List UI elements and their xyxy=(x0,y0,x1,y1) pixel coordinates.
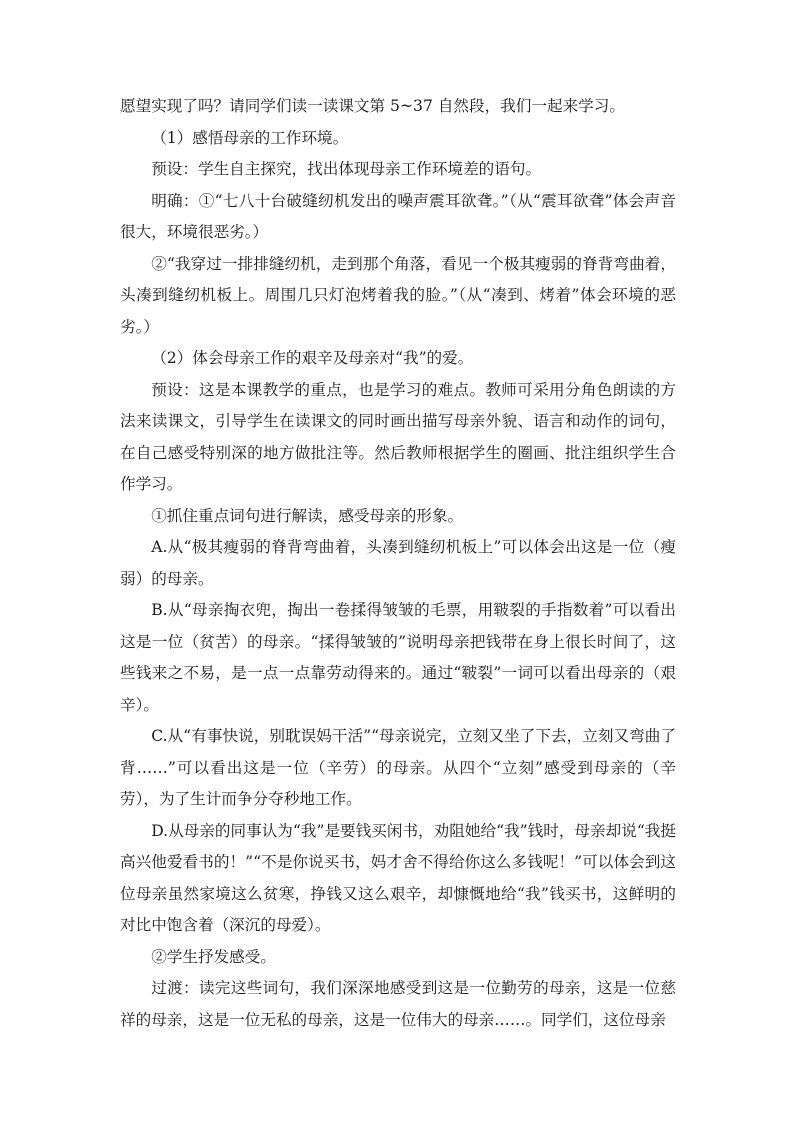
paragraph-point-a: A.从“极其瘦弱的脊背弯曲着，头凑到缝纫机板上”可以体会出这是一位（瘦弱）的母亲。 xyxy=(120,538,676,588)
paragraph-point-d: D.从母亲的同事认为“我”是要钱买闲书，劝阻她给“我”钱时，母亲却说“我挺高兴他爱看书的！”“不是你说买书，妈才舍不得给你这么多钱呢！”可以体会到这位母亲虽然家境这么贫寒，挣钱又这么艰辛，却慷慨地给“我”钱买书，这鲜明的对比中饱含着（深沉的母爱）。 xyxy=(120,821,676,934)
paragraph-section-1-clarify-1: 明确：①“七八十台破缝纫机发出的噪声震耳欲聋。”（从“震耳欲聋”体会声音很大，环境很恶劣。） xyxy=(120,191,676,241)
paragraph-key-words-heading: ①抓住重点词句进行解读，感受母亲的形象。 xyxy=(151,506,464,525)
paragraph-point-b: B.从“母亲掏衣兜，掏出一卷揉得皱皱的毛票，用皲裂的手指数着”可以看出这是一位（贫苦）的母亲。“揉得皱皱的”说明母亲把钱带在身上很长时间了，这些钱来之不易，是一点一点靠劳动得来的。通过“皲裂”一词可以看出母亲的（艰辛）。 xyxy=(120,601,676,714)
paragraph-transition: 过渡：读完这些词句，我们深深地感受到这是一位勤劳的母亲，这是一位慈祥的母亲，这是一位无私的母亲，这是一位伟大的母亲……。同学们，这位母亲 xyxy=(120,979,676,1029)
paragraph-section-1-heading: （1）感悟母亲的工作环境。 xyxy=(151,128,349,147)
document-body xyxy=(120,91,676,1036)
paragraph-section-1-preset: 预设：学生自主探究，找出体现母亲工作环境差的语句。 xyxy=(151,160,542,178)
paragraph-intro-question: 愿望实现了吗？请同学们读一读课文第 5~37 自然段，我们一起来学习。 xyxy=(120,97,625,115)
paragraph-section-2-preset: 预设：这是本课教学的重点，也是学习的难点。教师可采用分角色朗读的方法来读课文，引导学生在读课文的同时画出描写母亲外貌、语言和动作的词句，在自己感受特别深的地方做批注等。然后教师根据学生的圈画、批注组织学生合作学习。 xyxy=(120,380,676,493)
paragraph-point-c: C.从“有事快说，别耽误妈干活”“母亲说完，立刻又坐了下去，立刻又弯曲了背……”可以看出这是一位（辛劳）的母亲。从四个“立刻”感受到母亲的（辛劳），为了生计而争分夺秒地工作。 xyxy=(120,727,676,808)
paragraph-section-1-clarify-2: ②“我穿过一排排缝纫机，走到那个角落，看见一个极其瘦弱的脊背弯曲着，头凑到缝纫机板上。周围几只灯泡烤着我的脸。”（从“凑到、烤着”体会环境的恶劣。） xyxy=(120,254,676,336)
paragraph-section-2-heading: （2）体会母亲工作的艰辛及母亲对“我”的爱。 xyxy=(151,349,474,367)
paragraph-student-feelings: ②学生抒发感受。 xyxy=(151,947,276,966)
